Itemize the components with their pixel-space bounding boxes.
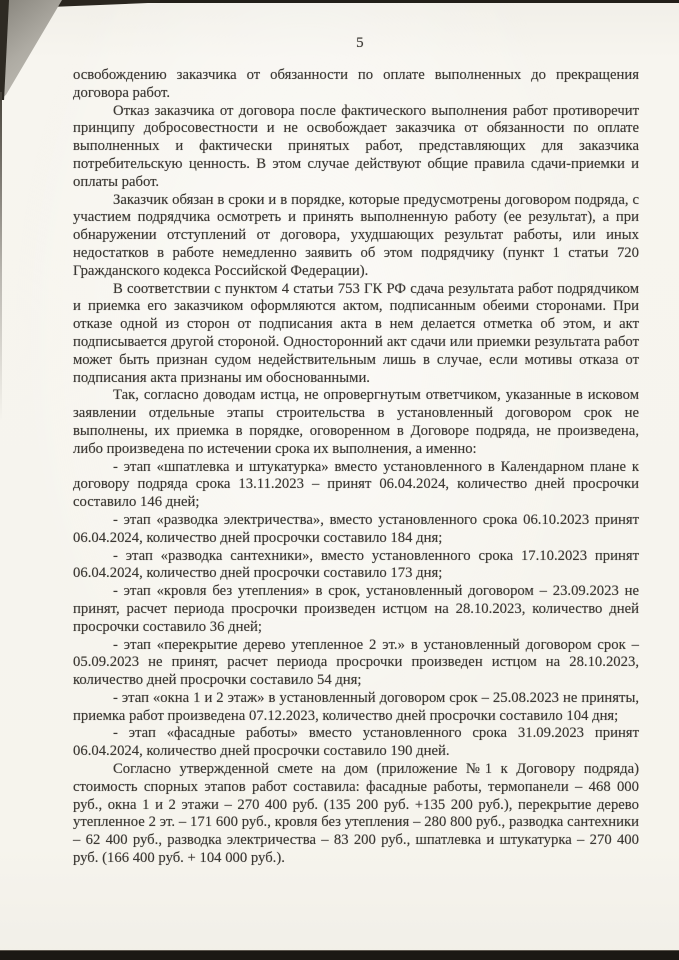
document-body bbox=[73, 67, 639, 868]
paragraph-list-item: - этап «шпатлевка и штукатурка» вместо установленного в Календарном плане к договору подряда срока 13.11.2023 – принят 06.04.2024, количество дней просрочки составило 146 дней; bbox=[73, 458, 639, 511]
paragraph: Заказчик обязан в сроки и в порядке, которые предусмотрены договором подряда, с участием подрядчика осмотреть и принять выполненную работу (ее результат), а при обнаружении отступлений от договора, ухудшающих результат работы, или иных недостатков в работе немедленно заявить об этом подрядчику (пункт 1 статьи 720 Гражданского кодекса Российской Федерации). bbox=[73, 191, 639, 279]
paragraph-list-item: - этап «кровля без утепления» в срок, установленный договором – 23.09.2023 не принят, расчет периода просрочки произведен истцом на 28.10.2023, количество дней просрочки составило 36 дней; bbox=[73, 583, 639, 635]
paragraph-list-item: - этап «окна 1 и 2 этаж» в установленный договором срок – 25.08.2023 не приняты, приемка работ произведена 07.12.2023, количество дней просрочки составило 104 дня; bbox=[73, 689, 639, 724]
scan-artifact-left-edge-line bbox=[0, 92, 2, 422]
scan-artifact-corner-shadow bbox=[0, 0, 62, 105]
paragraph: В соответствии с пунктом 4 статьи 753 ГК РФ сдача результата работ подрядчиком и приемка его заказчиком оформляются актом, подписанным обеими сторонами. При отказе одной из сторон от подписания акта в нем делается отметка об этом, и акт подписывается другой стороной. Односторонний акт сдачи или приемки результата работ может быть признан судом недействительным лишь в случае, если мотивы отказа от подписания акта признаны им обоснованными. bbox=[73, 280, 639, 386]
paragraph-list-item: - этап «фасадные работы» вместо установленного срока 31.09.2023 принят 06.04.2024, количество дней просрочки составило 190 дней. bbox=[73, 725, 639, 760]
paragraph: Согласно утвержденной смете на дом (приложение №1 к Договору подряда) стоимость спорных этапов работ составила: фасадные работы, термопанели – 468 000 руб., окна 1 и 2 этажи – 270 400 руб. (135 200 руб. +135 200 руб.), перекрытие дерево утепленное 2 эт. – 171 600 руб., кровля без утепления – 280 800 руб., разводка сантехники – 62 400 руб., разводка электричества – 83 200 руб., шпатлевка и штукатурка – 270 400 руб. (166 400 руб. + 104 000 руб.). bbox=[73, 761, 639, 867]
paragraph: Отказ заказчика от договора после фактического выполнения работ противоречит принципу добросовестности и не освобождает заказчика от обязанности по оплате выполненных и фактически принятых работ, представляющих для заказчика потребительскую ценность. В этом случае действуют общие правила сдачи-приемки и оплаты работ. bbox=[73, 102, 639, 190]
page-number: 5 bbox=[356, 35, 364, 51]
paragraph-list-item: - этап «разводка электричества», вместо установленного срока 06.10.2023 принят 06.04.2024, количество дней просрочки составило 184 дня; bbox=[73, 511, 639, 546]
paragraph-list-item: - этап «перекрытие дерево утепленное 2 эт.» в установленный договором срок – 05.09.2023 не принят, расчет периода просрочки произведен истцом на 28.10.2023, количество дней просрочки составило 54 дня; bbox=[73, 636, 639, 689]
scan-artifact-bottom-edge bbox=[0, 950, 679, 960]
paragraph-list-item: - этап «разводка сантехники», вместо установленного срока 17.10.2023 принят 06.04.2024, количество дней просрочки составило 173 дня; bbox=[73, 547, 639, 582]
paragraph: Так, согласно доводам истца, не опровергнутым ответчиком, указанные в исковом заявлении отдельные этапы строительства в установленный договором срок не выполнены, их приемка в порядке, оговоренном в Договоре подряда, не произведена, либо произведена по истечении срока их выполнения, а именно: bbox=[73, 387, 639, 457]
paragraph: освобождению заказчика от обязанности по оплате выполненных до прекращения договора работ. bbox=[73, 67, 639, 101]
